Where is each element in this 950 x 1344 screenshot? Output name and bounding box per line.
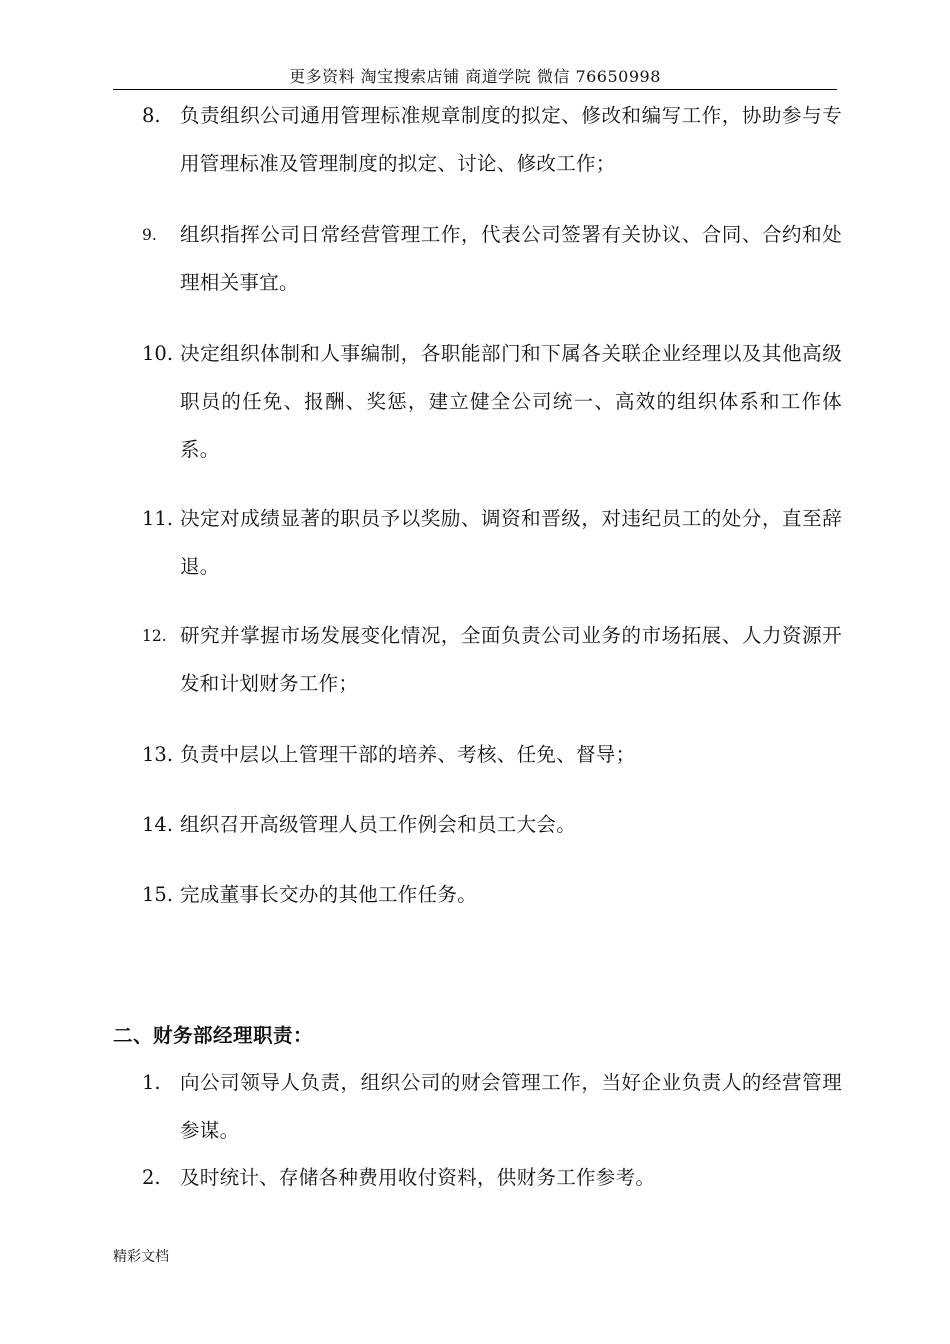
list-number: 10. bbox=[142, 342, 174, 365]
list-item-9 bbox=[142, 211, 842, 307]
list-item-12 bbox=[142, 612, 842, 708]
list-number: 12. bbox=[142, 627, 167, 645]
list-text: 决定组织体制和人事编制，各职能部门和下属各关联企业经理以及其他高级职员的任免、报酬、奖惩，建立健全公司统一、高效的组织体系和工作体系。 bbox=[180, 342, 842, 461]
list-text: 决定对成绩显著的职员予以奖励、调资和晋级，对违纪员工的处分，直至辞退。 bbox=[180, 507, 842, 578]
list-item-s2-2 bbox=[142, 1154, 842, 1202]
list-text: 负责中层以上管理干部的培养、考核、任免、督导； bbox=[180, 743, 636, 766]
header-divider bbox=[113, 89, 837, 90]
list-number: 8. bbox=[142, 104, 161, 127]
list-text: 完成董事长交办的其他工作任务。 bbox=[180, 883, 478, 906]
page-footer: 精彩文档 bbox=[113, 1249, 169, 1265]
list-item-s2-1 bbox=[142, 1059, 842, 1155]
list-item-11 bbox=[142, 495, 842, 591]
list-item-10 bbox=[142, 330, 842, 474]
list-text: 组织召开高级管理人员工作例会和员工大会。 bbox=[180, 813, 577, 836]
list-item-14 bbox=[142, 801, 842, 849]
list-text: 组织指挥公司日常经营管理工作，代表公司签署有关协议、合同、合约和处理相关事宜。 bbox=[180, 223, 842, 294]
list-text: 负责组织公司通用管理标准规章制度的拟定、修改和编写工作，协助参与专用管理标准及管理制度的拟定、讨论、修改工作； bbox=[180, 104, 842, 175]
list-number: 11. bbox=[142, 507, 174, 530]
list-item-8 bbox=[142, 92, 842, 188]
list-item-15 bbox=[142, 871, 842, 919]
section-heading: 二、财务部经理职责： bbox=[113, 1024, 314, 1047]
list-number: 15. bbox=[142, 883, 174, 906]
list-text: 研究并掌握市场发展变化情况，全面负责公司业务的市场拓展、人力资源开发和计划财务工作； bbox=[180, 624, 842, 695]
list-item-13 bbox=[142, 731, 842, 779]
list-text: 向公司领导人负责，组织公司的财会管理工作，当好企业负责人的经营管理参谋。 bbox=[180, 1071, 842, 1142]
list-number: 14. bbox=[142, 813, 174, 836]
list-number: 2. bbox=[142, 1166, 161, 1189]
list-text: 及时统计、存储各种费用收付资料，供财务工作参考。 bbox=[180, 1166, 656, 1189]
list-number: 9. bbox=[142, 226, 157, 244]
page-header: 更多资料 淘宝搜索店铺 商道学院 微信 76650998 bbox=[289, 67, 661, 86]
list-number: 13. bbox=[142, 743, 174, 766]
list-number: 1. bbox=[142, 1071, 161, 1094]
